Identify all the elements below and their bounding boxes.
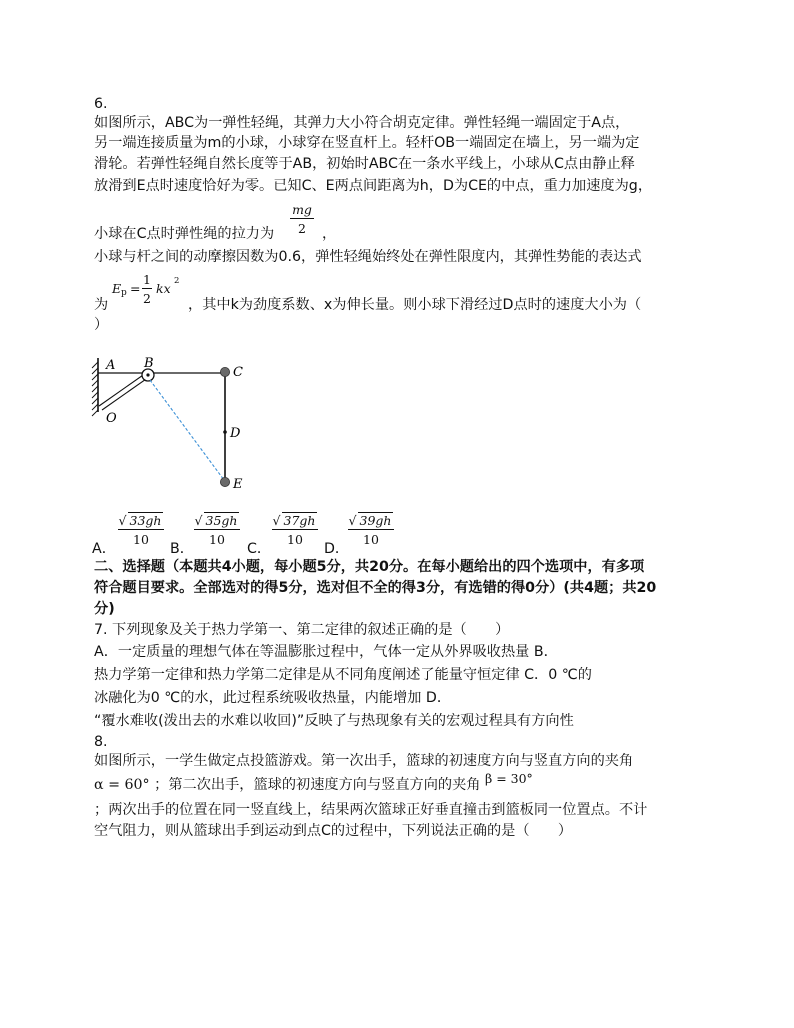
q6-option-a-label[interactable]: A． [92,541,116,557]
label-e: E [233,477,243,492]
q6-close-paren: ） [94,317,109,333]
q6-force-denominator: 2 [298,221,306,236]
pulley-b-axle [146,373,149,376]
q6-option-b-value[interactable]: √ 35gh 10 [194,512,240,547]
q6-force-numerator: mg [292,202,312,217]
ball-c [220,367,229,376]
ball-e [220,477,229,486]
q6-option-d-radicand: 39gh [359,513,392,528]
q6-ep-power: 2 [174,276,180,286]
q6-option-d-den: 10 [363,532,379,547]
q8-text-line2 [94,771,533,795]
q8-text-line1: 如图所示，一学生做定点投篮游戏。第一次出手，篮球的初速度方向与竖直方向的夹角 [94,753,634,769]
q8-text-line4: 空气阻力，则从篮球出手到运动到点C的过程中，下列说法正确的是（ ） [94,823,573,839]
label-a: A [106,358,116,373]
q6-ep-fraction-bar [142,288,152,289]
label-b: B [144,356,154,371]
q6-force-line [94,224,274,244]
q6-text-line2: 另一端连接质量为m的小球，小球穿在竖直杆上。轻杆OB一端固定在墙上，另一端为定 [94,135,640,151]
q6-force-fraction-bar [290,218,314,219]
label-d: D [230,426,241,441]
q6-ep-suffix: ，其中k为劲度系数、x为伸长量。则小球下滑经过D点时的速度大小为（ [188,297,642,313]
q6-option-b-label[interactable]: B． [170,541,194,557]
q6-figure [88,350,258,500]
q6-force-suffix: ， [322,226,337,242]
q6-text-line4: 放滑到E点时速度恰好为零。已知C、E两点间距离为h，D为CE的中点，重力加速度为g， [94,178,653,194]
q6-option-b-radicand: 35gh [205,513,238,528]
q6-option-c-value[interactable]: √ 37gh 10 [272,512,318,547]
q7-option-a[interactable]: A．一定质量的理想气体在等温膨胀过程中，气体一定从外界吸收热量 B． [94,644,558,660]
q7-option-b[interactable]: 热力学第一定律和热力学第二定律是从不同角度阐述了能量守恒定律 C．0 ℃的 [94,667,592,683]
q8-alpha: α = 60° [94,777,150,793]
q6-number: 6. [94,96,108,112]
q6-option-a-radicand: 33gh [129,513,162,528]
q6-ep-sub: p [121,288,127,298]
q6-option-a-bar [118,529,164,530]
q6-ep-lhs: E [112,281,122,296]
q6-option-c-radicand: 37gh [283,513,316,528]
q6-ep-prefix: 为 [94,297,109,313]
q6-force-fraction [290,202,314,236]
section2-heading-line2: 符合题目要求。全部选对的得5分，选对但不全的得3分，有选错的得0分）(共4题；共20 [94,580,657,596]
q6-text-line6: 小球与杆之间的动摩擦因数为0.6，弹性轻绳始终处在弹性限度内，其弹性势能的表达式 [94,249,642,265]
label-o: O [106,411,117,426]
q6-option-b-bar [194,529,240,530]
rod-ob-edge2 [102,377,149,410]
q8-number: 8. [94,734,108,750]
q6-option-c-den: 10 [287,532,303,547]
q8-beta: β = 30° [485,771,533,786]
q7-option-d[interactable]: “覆水难收(泼出去的水难以收回)”反映了与热现象有关的宏观过程具有方向性 [94,713,574,729]
label-c: C [233,365,243,380]
q6-option-d-label[interactable]: D． [324,541,350,557]
q6-force-prefix: 小球在C点时弹性绳的拉力为 [94,226,275,242]
q7-option-c[interactable]: 冰融化为0 ℃的水，此过程系统吸收热量，内能增加 D． [94,690,452,706]
point-d [223,430,227,434]
q6-ep-numerator: 1 [143,272,151,287]
q6-ep-fraction [142,272,152,306]
q6-ep-eq: = [130,281,141,296]
q6-option-a-value[interactable]: √ 33gh 10 [118,512,164,547]
q6-ep-denominator: 2 [143,291,151,306]
q6-option-c-bar [272,529,318,530]
rod-ob-edge1 [99,373,146,406]
q6-option-b-den: 10 [209,532,225,547]
q6-option-c-label[interactable]: C． [247,541,272,557]
q6-option-a-den: 10 [133,532,149,547]
q7-stem: 7. 下列现象及关于热力学第一、第二定律的叙述正确的是（ ） [94,622,510,638]
q6-ep-rhs: kx [156,281,171,296]
q8-text-line3: ；两次出手的位置在同一竖直线上，结果两次篮球正好垂直撞击到篮板同一位置点。不计 [94,802,648,818]
q8-line2-mid: ；第二次出手，篮球的初速度方向与竖直方向的夹角 [154,777,481,793]
wall-hatch [92,362,98,416]
section2-heading-line3: 分) [94,601,115,617]
q6-text-line1: 如图所示，ABC为一弹性轻绳，其弹力大小符合胡克定律。弹性轻绳一端固定于A点， [94,115,630,131]
q6-option-d-bar [348,529,394,530]
section2-heading-line1: 二、选择题（本题共4小题，每小题5分，共20分。在每小题给出的四个选项中，有多项 [94,559,645,575]
q6-text-line3: 滑轮。若弹性轻绳自然长度等于AB，初始时ABC在一条水平线上，小球从C点由静止释 [94,156,635,172]
rope-be-dashed [150,380,224,480]
q6-option-d-value[interactable]: √ 39gh 10 [348,512,394,547]
